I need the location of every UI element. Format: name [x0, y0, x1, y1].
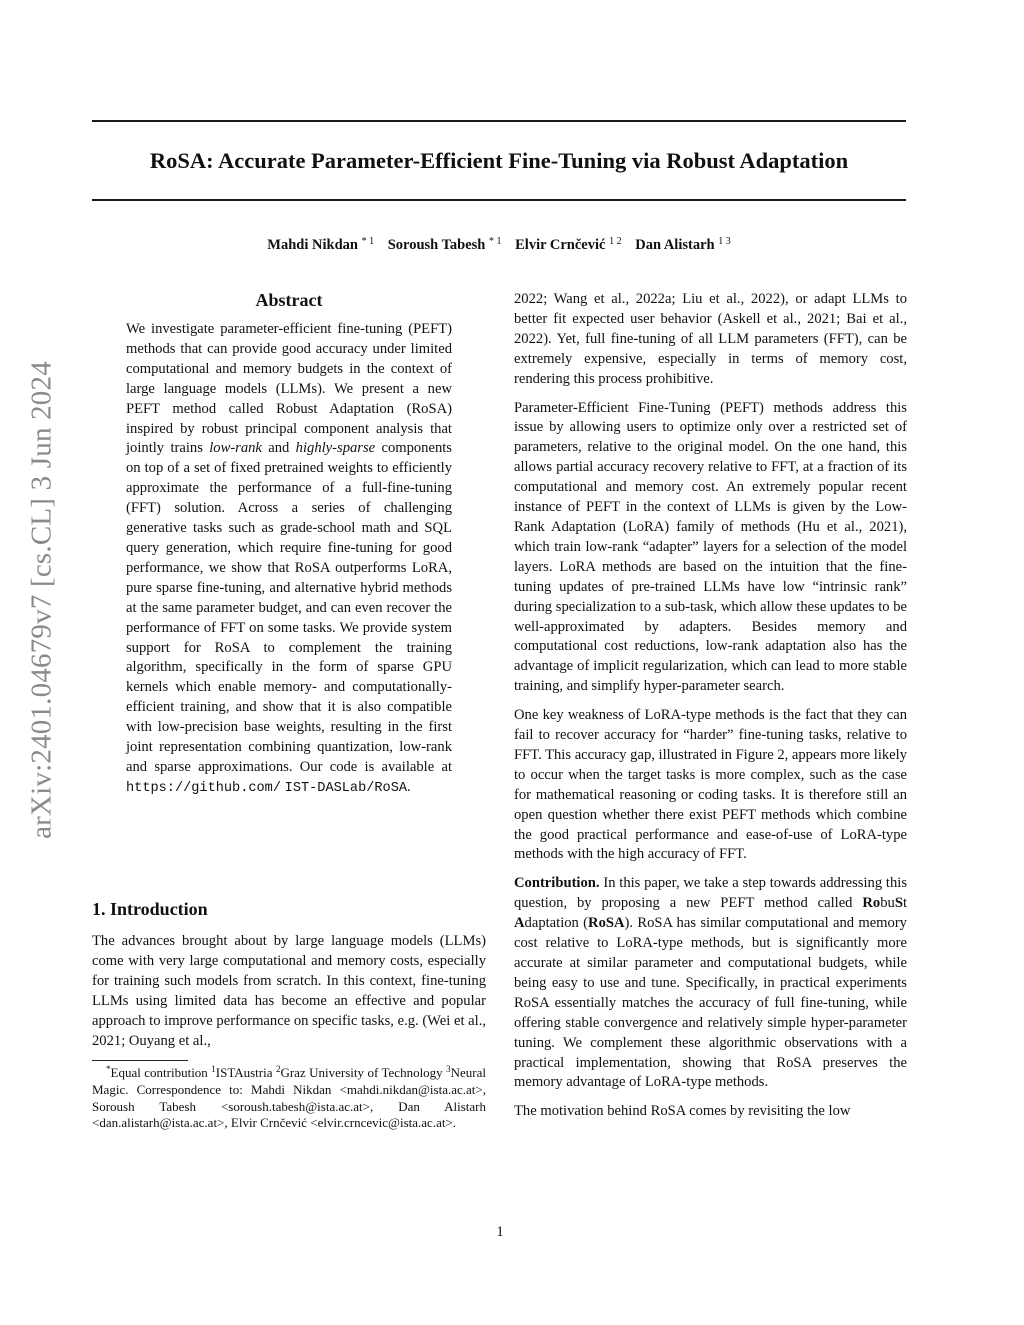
author-name: Mahdi Nikdan — [267, 237, 358, 253]
author-affiliation: * 1 — [361, 236, 375, 247]
body-paragraph: One key weakness of LoRA-type methods is the fact that they can fail to recover accuracy for “harder” fine-tuning tasks, relative to FFT. This accuracy gap, illustrated in Figure 2, appears more likely to occur when the target tasks is more complex, such as the case for mathematical reasoning or coding tasks. It is therefore still an open question whether there exist PEFT methods which combine the good practical performance and ease-of-use of LoRA-type methods with the high accuracy of FFT. — [514, 707, 907, 863]
acronym-letter: S — [894, 895, 903, 912]
body-paragraph: The motivation behind RoSA comes by revisiting the low — [514, 1103, 851, 1120]
footnote-text: Equal contribution — [110, 1065, 212, 1080]
introduction-paragraph: The advances brought about by large language models (LLMs) come with very large computational and memory costs, especially for training such models from scratch. In this context, fine-tuning LLMs using limited data has become an effective and popular approach to improve performance on specific tasks, e.g. (Wei et al., 2021; Ouyang et al., — [92, 933, 486, 1049]
footnote-mark: 1 — [211, 1064, 216, 1074]
abstract-heading: Abstract — [255, 290, 323, 310]
author-affiliation: 1 3 — [718, 236, 731, 247]
contribution-lead: Contribution. — [514, 875, 600, 892]
abstract-text: components on top of a set of fixed pretrained weights to efficiently approximate the performance of a full-fine-tuning (FFT) solution. Across a series of challenging generative tasks such as grade-school math and SQL query generation, which require fine-tuning for good performance, we show that RoSA outperforms LoRA, pure sparse fine-tuning, and alternative hybrid methods at the same parameter budget, and can even recover the performance of FFT on some tasks. We provide system support for RoSA to complement the training algorithm, specifically in the form of sparse GPU kernels which enable memory- and computationally-efficient training, and show that it is also compatible with low-precision base weights, resulting in the first joint representation combining quantization, low-rank and sparse approximations. Our code is available at — [126, 440, 452, 775]
code-link[interactable]: https://github.com/ — [126, 780, 281, 796]
title-rule-top — [92, 120, 906, 122]
body-text: bu — [880, 895, 895, 912]
acronym-letter: Ro — [862, 895, 881, 912]
author — [267, 237, 374, 253]
footnote-mark: * — [106, 1064, 111, 1074]
footnote-mark: 2 — [275, 1064, 281, 1074]
author — [388, 237, 502, 253]
body-text: daptation ( — [524, 915, 589, 932]
footnote-text: Graz University of Technology — [280, 1065, 447, 1080]
contribution-paragraph — [514, 874, 907, 1093]
author-name: Soroush Tabesh — [387, 237, 486, 253]
abstract-text: and — [261, 440, 296, 457]
body-paragraph: 2022; Wang et al., 2022a; Liu et al., 2022), or adapt LLMs to better fit expected user behavior (Askell et al., 2021; Bai et al., 2022). Yet, full fine-tuning of all LLM parameters (FFT), can be extremely expensive, especially in terms of memory cost, rendering this process prohibitive. — [514, 291, 907, 387]
title-rule-bottom — [92, 199, 906, 201]
body-text: ). RoSA has similar computational and memory cost relative to LoRA-type methods, but is significantly more accurate at similar parameter and computational budgets, while being easy to use and tune. Specifically, in practical experiments RoSA essentially matches the accuracy of full fine-tuning, while offering stable convergence and relatively simple hyper-parameter tuning. We complement these algorithmic observations with a practical implementation, showing that RoSA preserves the memory advantage of LoRA-type methods. — [514, 915, 907, 1091]
author-list — [92, 234, 906, 256]
author — [515, 237, 621, 253]
footnote-text: ISTAustria — [215, 1065, 276, 1080]
abstract-text: . — [407, 778, 411, 795]
code-link[interactable]: IST-DASLab/RoSA — [284, 780, 408, 796]
body-text: In this paper, we take a step towards addressing this question, by proposing a new PEFT method called — [514, 875, 907, 912]
body-text: t — [902, 895, 907, 912]
author — [635, 237, 731, 253]
abstract-body — [126, 320, 452, 799]
body-paragraph: Parameter-Efficient Fine-Tuning (PEFT) methods address this issue by allowing users to optimize only over a restricted set of parameters, relative to the original model. On the one hand, this allows partial accuracy recovery relative to FFT, at a fraction of its computational and memory cost. An extremely popular recent instance of PEFT in the context of LLMs is given by the Low-Rank Adaptation (LoRA) family of methods (Hu et al., 2021), which train low-rank “adapter” layers for a selection of the model layers. LoRA methods are based on the intuition that the fine-tuning updates of pre-trained LLMs have low “intrinsic rank” during specialization to a sub-task, which allow these updates to be well-approximated by adapters. Besides memory and computational cost reductions, low-rank adaptation also has the advantage of implicit regularization, which can lead to more stable training, and simplify hyper-parameter search. — [514, 399, 907, 695]
arxiv-identifier: arXiv:2401.04679v7 [cs.CL] 3 Jun 2024 — [25, 361, 58, 839]
paper-title: RoSA: Accurate Parameter-Efficient Fine-Tuning via Robust Adaptation — [149, 148, 849, 173]
footnote-mark: 3 — [446, 1064, 451, 1074]
footnote — [92, 1065, 486, 1132]
footnote-rule — [92, 1060, 188, 1061]
page-number: 1 — [496, 1224, 504, 1240]
abstract-text: We investigate parameter-efficient fine-tuning (PEFT) methods that can provide good accuracy under limited computational and memory budgets in the context of large language models (LLMs). We present a new PEFT method called Robust Adaptation (RoSA) inspired by robust principal component analysis that jointly trains — [126, 321, 452, 457]
acronym-letter: A — [514, 915, 525, 932]
author-name: Elvir Crnčević — [515, 237, 606, 253]
method-name: RoSA — [588, 915, 625, 932]
abstract-emphasis: highly-sparse — [295, 440, 376, 457]
author-affiliation: 1 2 — [609, 236, 622, 247]
footnote-text: Neural Magic. Correspondence to: Mahdi Nikdan <mahdi.nikdan@ista.ac.at>, Soroush Tabesh <soroush.tabesh@ista.ac.at>, Dan Alistarh <dan.alistarh@ista.ac.at>, Elvir Crnčević <elvir.crncevic@ista.ac.at>. — [92, 1065, 486, 1131]
introduction-heading: 1. Introduction — [92, 899, 208, 919]
author-name: Dan Alistarh — [635, 237, 715, 253]
author-affiliation: * 1 — [489, 236, 502, 247]
abstract-emphasis: low-rank — [209, 440, 262, 457]
right-column — [514, 290, 907, 1131]
